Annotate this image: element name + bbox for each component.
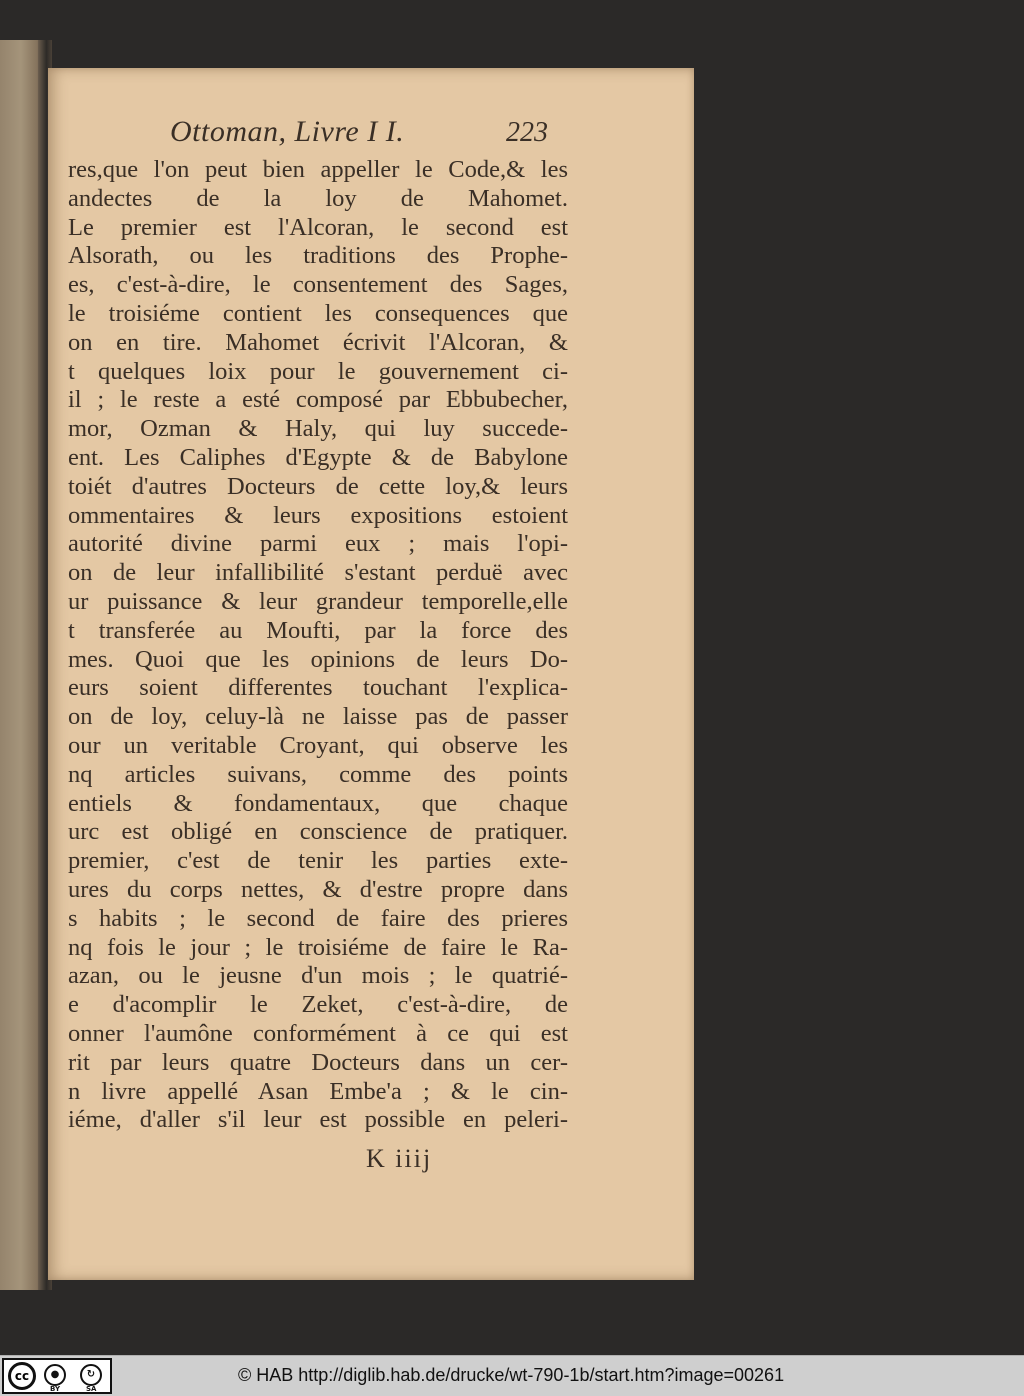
- text-line: onner l'aumône conformément à ce qui est: [68, 1019, 568, 1047]
- book-page: [48, 68, 694, 1280]
- text-line: t quelques loix pour le gouvernement ci-: [68, 357, 568, 385]
- signature-mark: K iiij: [366, 1144, 433, 1173]
- text-line: s habits ; le second de faire des prieres: [68, 904, 568, 932]
- text-line: Alsorath, ou les traditions des Prophe-: [68, 242, 568, 270]
- text-line: on de leur infallibilité s'estant perduë avec: [68, 559, 568, 587]
- running-head: [48, 115, 694, 155]
- text-line: t transferée au Moufti, par la force des: [68, 616, 568, 644]
- text-line: premier, c'est de tenir les parties exte-: [68, 847, 568, 875]
- text-line: iéme, d'aller s'il leur est possible en peleri-: [68, 1106, 568, 1134]
- footer-bar: [0, 1355, 1024, 1396]
- text-line: res,que l'on peut bien appeller le Code,& les: [68, 156, 568, 183]
- attribution-icon: ●: [44, 1364, 66, 1386]
- by-label: BY: [50, 1385, 61, 1393]
- text-line: ur puissance & leur grandeur temporelle,elle: [68, 587, 568, 615]
- text-line: rit par leurs quatre Docteurs dans un cer-: [68, 1048, 568, 1076]
- text-line: toiét d'autres Docteurs de cette loy,& leurs: [68, 472, 568, 500]
- page-text: [68, 156, 568, 1135]
- text-line: on de loy, celuy-là ne laisse pas de passer: [68, 703, 568, 731]
- text-line: mor, Ozman & Haly, qui luy succede-: [68, 415, 568, 443]
- page-number: 223: [506, 117, 548, 148]
- text-line: ent. Les Caliphes d'Egypte & de Babylone: [68, 443, 568, 471]
- text-line: es, c'est-à-dire, le consentement des Sages,: [68, 271, 568, 299]
- text-line: azan, ou le jeusne d'un mois ; le quatrié-: [68, 962, 568, 990]
- text-line: our un veritable Croyant, qui observe les: [68, 731, 568, 759]
- cc-icon: cc: [8, 1362, 36, 1390]
- text-line: urc est obligé en conscience de pratiquer.: [68, 818, 568, 846]
- text-line: n livre appellé Asan Embe'a ; & le cin-: [68, 1077, 568, 1105]
- text-line: andectes de la loy de Mahomet.: [68, 184, 568, 212]
- text-line: nq articles suivans, comme des points: [68, 760, 568, 788]
- text-line: nq fois le jour ; le troisiéme de faire le Ra-: [68, 933, 568, 961]
- credit-link[interactable]: © HAB http://diglib.hab.de/drucke/wt-790-1b/start.htm?image=00261: [238, 1365, 785, 1385]
- sa-label: SA: [86, 1385, 97, 1393]
- cc-license-badge[interactable]: [2, 1358, 112, 1394]
- text-line: il ; le reste a esté composé par Ebbubecher,: [68, 386, 568, 414]
- text-line: autorité divine parmi eux ; mais l'opi-: [68, 530, 568, 558]
- text-line: eurs soient differentes touchant l'explica-: [68, 674, 568, 702]
- text-line: mes. Quoi que les opinions de leurs Do-: [68, 645, 568, 673]
- text-line: Le premier est l'Alcoran, le second est: [68, 213, 568, 241]
- text-line: ommentaires & leurs expositions estoient: [68, 501, 568, 529]
- running-head-title: Ottoman, Livre I I.: [170, 115, 405, 148]
- text-line: e d'acomplir le Zeket, c'est-à-dire, de: [68, 991, 568, 1019]
- text-line: le troisiéme contient les consequences que: [68, 299, 568, 327]
- text-line: on en tire. Mahomet écrivit l'Alcoran, &: [68, 328, 568, 356]
- text-line: ures du corps nettes, & d'estre propre dans: [68, 875, 568, 903]
- share-alike-icon: ↻: [80, 1364, 102, 1386]
- text-line: entiels & fondamentaux, que chaque: [68, 789, 568, 817]
